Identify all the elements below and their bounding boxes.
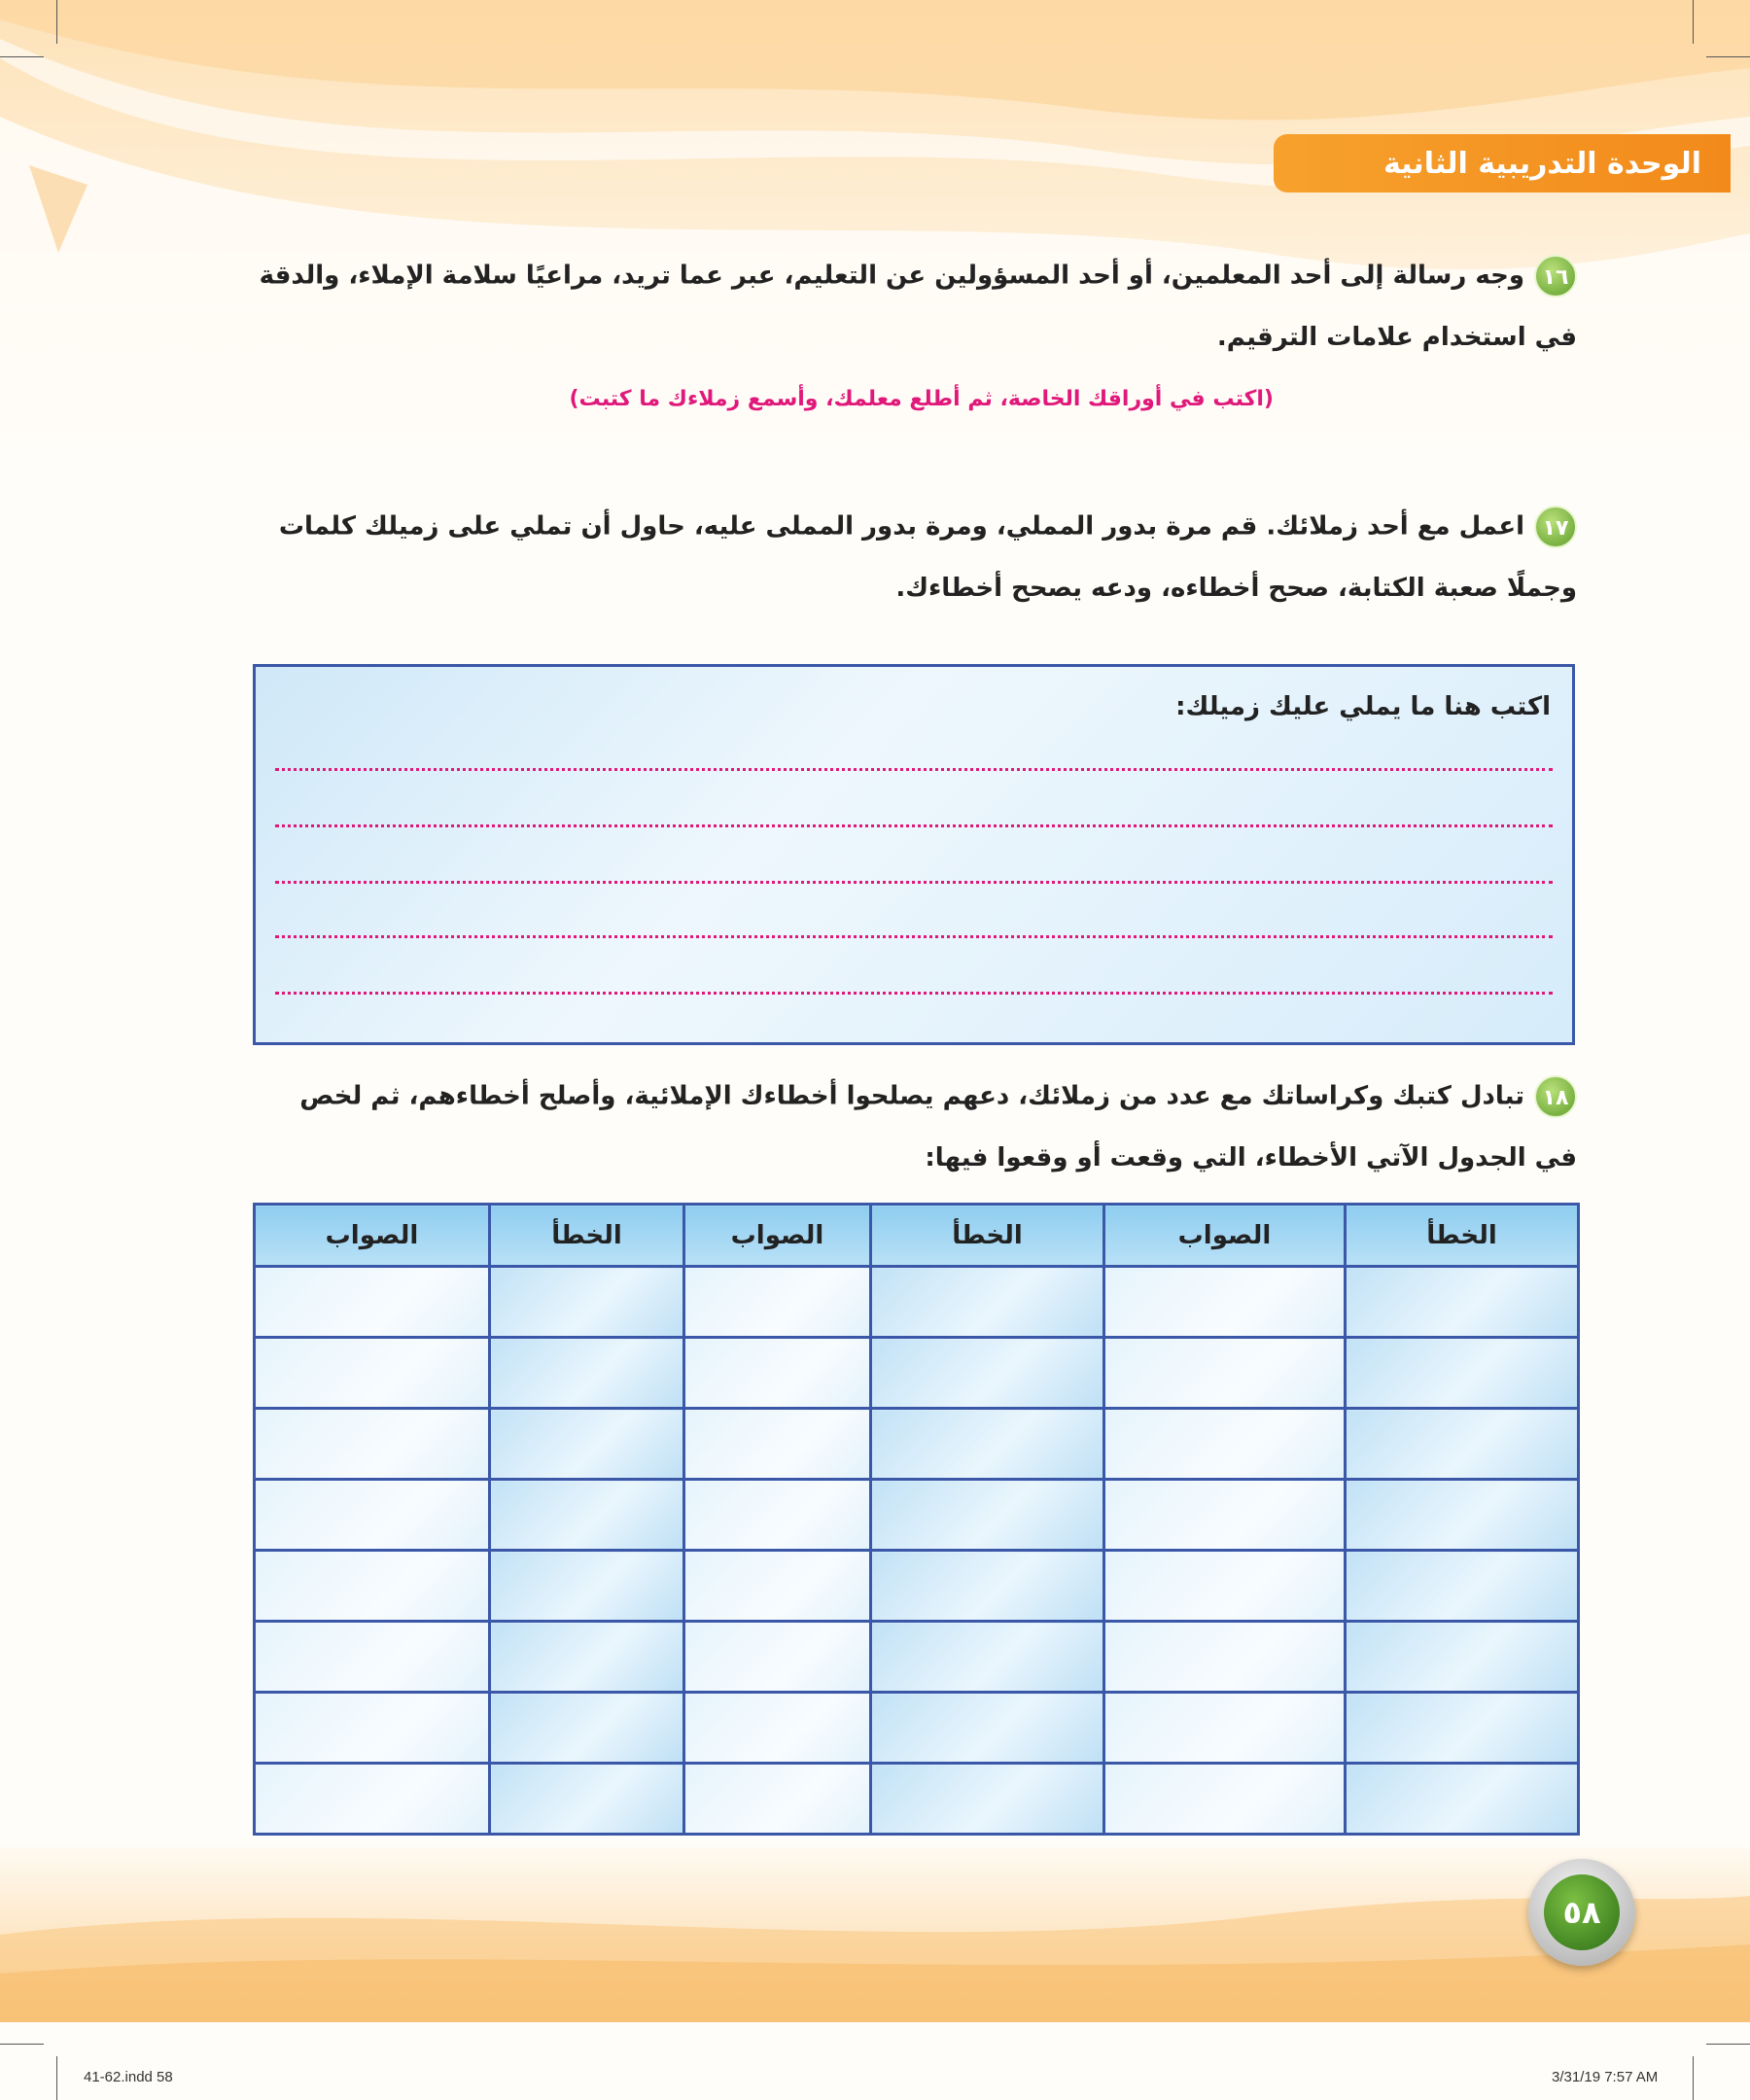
unit-title-banner [1274,134,1731,192]
correction-cell[interactable] [255,1338,490,1409]
correction-cell[interactable] [255,1764,490,1835]
writing-line[interactable] [275,881,1553,884]
page-number-badge [1528,1859,1635,1966]
table-row [255,1764,1579,1835]
exercise-number-badge: ١٧ [1534,506,1577,548]
crop-mark [1693,2056,1694,2100]
correction-cell[interactable] [684,1480,871,1551]
mistake-cell[interactable] [871,1267,1104,1338]
exercise-16-line-2: في استخدام علامات الترقيم. [1216,323,1577,352]
table-row [255,1338,1579,1409]
correction-cell[interactable] [684,1338,871,1409]
mistake-cell[interactable] [1346,1338,1579,1409]
correction-cell[interactable] [1104,1764,1346,1835]
mistake-cell[interactable] [1346,1693,1579,1764]
mistake-cell[interactable] [1346,1622,1579,1693]
mistake-cell[interactable] [490,1338,684,1409]
correction-cell[interactable] [1104,1622,1346,1693]
correction-cell[interactable] [1104,1267,1346,1338]
correction-cell[interactable] [684,1267,871,1338]
correction-cell[interactable] [255,1409,490,1480]
correction-cell[interactable] [684,1551,871,1622]
correction-cell[interactable] [684,1622,871,1693]
header-mistake: الخطأ [871,1205,1104,1267]
table-row [255,1551,1579,1622]
unit-title: الوحدة التدريبية الثانية [1382,146,1701,181]
correction-cell[interactable] [684,1409,871,1480]
writing-line[interactable] [275,824,1553,827]
table-body [255,1267,1579,1835]
mistake-cell[interactable] [1346,1480,1579,1551]
table-row [255,1267,1579,1338]
header-mistake: الخطأ [1346,1205,1579,1267]
mistake-cell[interactable] [871,1693,1104,1764]
mistake-cell[interactable] [871,1764,1104,1835]
correction-cell[interactable] [1104,1480,1346,1551]
print-slug-file: 41-62.indd 58 [84,2069,173,2085]
mistake-cell[interactable] [490,1409,684,1480]
exercise-16-line-1: ١٦وجه رسالة إلى أحد المعلمين، أو أحد المسؤولين عن التعليم، عبر عما تريد، مراعيًا سلامة الإملاء، والدقة [260,255,1577,298]
correction-cell[interactable] [1104,1551,1346,1622]
mistake-cell[interactable] [871,1551,1104,1622]
correction-cell[interactable] [1104,1409,1346,1480]
mistake-cell[interactable] [1346,1551,1579,1622]
correction-cell[interactable] [1104,1338,1346,1409]
writing-box-label: اكتب هنا ما يملي عليك زميلك: [1175,692,1551,721]
crop-mark [56,2056,57,2100]
correction-cell[interactable] [684,1693,871,1764]
correction-cell[interactable] [255,1693,490,1764]
table-row [255,1409,1579,1480]
table-row [255,1480,1579,1551]
mistake-cell[interactable] [871,1622,1104,1693]
crop-mark [0,2044,44,2045]
writing-line[interactable] [275,935,1553,938]
exercise-17-line-1: ١٧اعمل مع أحد زملائك. قم مرة بدور المملي، ومرة بدور المملى عليه، حاول أن تملي على زميلك كلمات [279,506,1577,548]
header-correct: الصواب [1104,1205,1346,1267]
crop-mark [1706,2044,1750,2045]
exercise-number-badge: ١٨ [1534,1075,1577,1118]
table-row [255,1622,1579,1693]
correction-cell[interactable] [255,1551,490,1622]
table-row [255,1693,1579,1764]
exercise-18-line-1: ١٨تبادل كتبك وكراساتك مع عدد من زملائك، دعهم يصلحوا أخطاءك الإملائية، وأصلح أخطاءهم، ثم لخص [299,1075,1577,1118]
writing-line[interactable] [275,768,1553,771]
header-wave-decoration [0,0,1750,447]
exercise-number-badge: ١٦ [1534,255,1577,298]
errors-corrections-table [253,1203,1580,1836]
exercise-16-note: (اكتب في أوراقك الخاصة، ثم أطلع معلمك، وأسمع زملاءك ما كتبت) [569,387,1274,411]
mistake-cell[interactable] [490,1622,684,1693]
exercise-18-line-2: في الجدول الآتي الأخطاء، التي وقعت أو وقعوا فيها: [925,1143,1577,1172]
correction-cell[interactable] [255,1622,490,1693]
footer-wave-decoration [0,1847,1750,2022]
crop-mark [1706,56,1750,57]
dictation-writing-box[interactable] [253,664,1575,1045]
crop-mark [56,0,57,44]
mistake-cell[interactable] [490,1480,684,1551]
correction-cell[interactable] [255,1267,490,1338]
print-slug-date: 3/31/19 7:57 AM [1552,2069,1659,2085]
mistake-cell[interactable] [1346,1267,1579,1338]
table-header-row [255,1205,1579,1267]
mistake-cell[interactable] [871,1409,1104,1480]
header-correct: الصواب [684,1205,871,1267]
mistake-cell[interactable] [871,1338,1104,1409]
page-number: ٥٨ [1544,1874,1620,1950]
crop-mark [1693,0,1694,44]
crop-mark [0,56,44,57]
correction-cell[interactable] [684,1764,871,1835]
mistake-cell[interactable] [1346,1764,1579,1835]
mistake-cell[interactable] [490,1764,684,1835]
mistake-cell[interactable] [490,1551,684,1622]
header-mistake: الخطأ [490,1205,684,1267]
writing-line[interactable] [275,992,1553,995]
mistake-cell[interactable] [1346,1409,1579,1480]
mistake-cell[interactable] [871,1480,1104,1551]
exercise-17-line-2: وجملًا صعبة الكتابة، صحح أخطاءه، ودعه يصحح أخطاءك. [895,574,1577,603]
mistake-cell[interactable] [490,1267,684,1338]
correction-cell[interactable] [1104,1693,1346,1764]
header-correct: الصواب [255,1205,490,1267]
mistake-cell[interactable] [490,1693,684,1764]
correction-cell[interactable] [255,1480,490,1551]
